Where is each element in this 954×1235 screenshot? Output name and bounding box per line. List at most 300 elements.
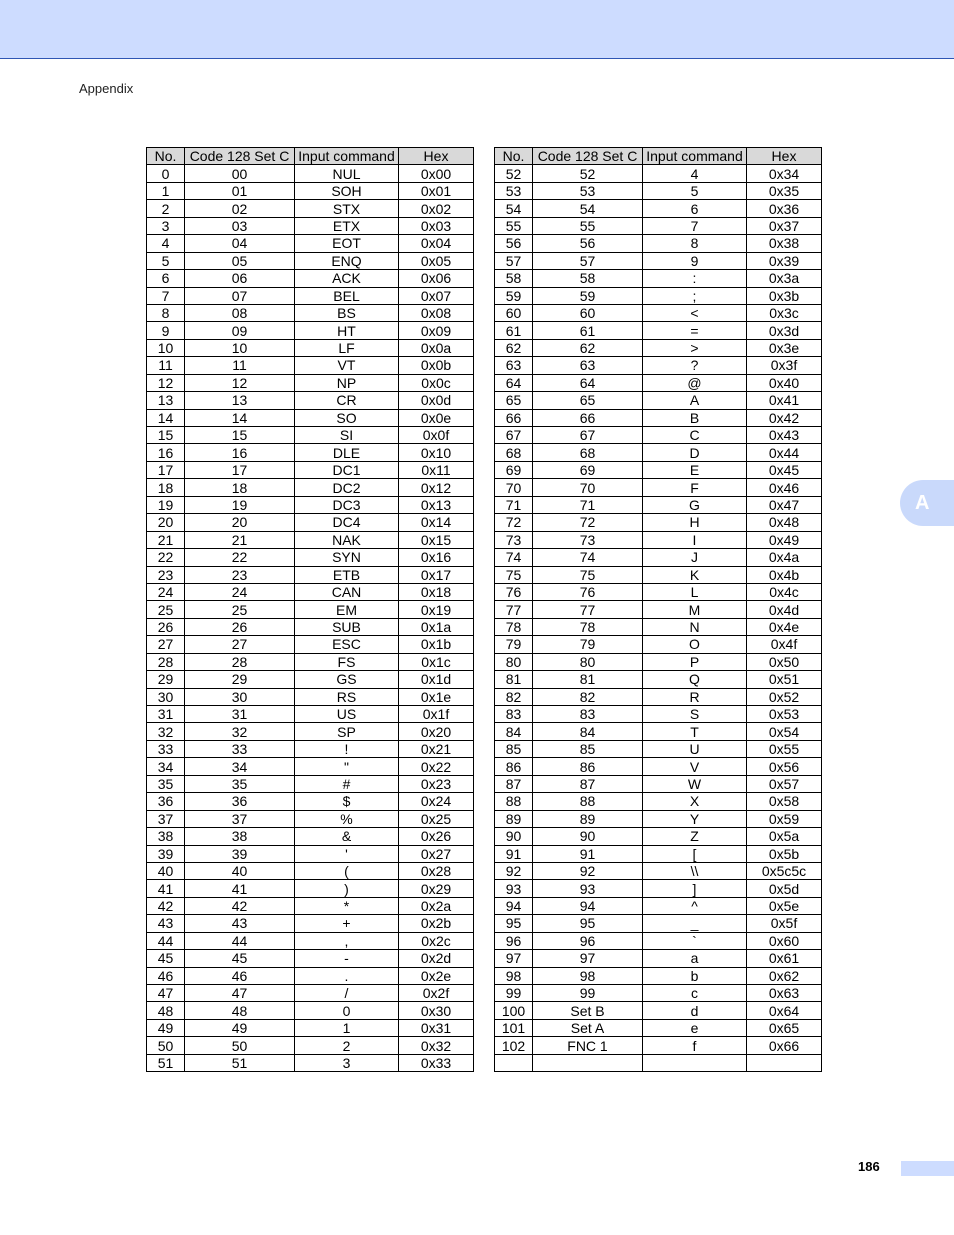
cell-no: 38 (147, 828, 185, 845)
cell-no: 45 (147, 950, 185, 967)
cell-code: 13 (185, 392, 295, 409)
cell-code: 52 (533, 165, 643, 182)
table-row (495, 845, 822, 862)
table-row (147, 740, 474, 757)
table-row (147, 583, 474, 600)
cell-no: 0 (147, 165, 185, 182)
cell-code: 75 (533, 566, 643, 583)
table-row (147, 618, 474, 635)
cell-code: 11 (185, 357, 295, 374)
cell-code: 05 (185, 252, 295, 269)
cell-hex: 0x17 (399, 566, 474, 583)
cell-hex: 0x43 (747, 427, 822, 444)
table-row (147, 566, 474, 583)
table-row (495, 915, 822, 932)
cell-no: 68 (495, 444, 533, 461)
cell-hex: 0x16 (399, 549, 474, 566)
cell-command: " (295, 758, 399, 775)
cell-hex: 0x37 (747, 217, 822, 234)
cell-code: 57 (533, 252, 643, 269)
appendix-side-tab (900, 480, 954, 526)
cell-command: b (643, 967, 747, 984)
table-row (147, 479, 474, 496)
cell-command: P (643, 653, 747, 670)
cell-hex: 0x34 (747, 165, 822, 182)
cell-code: 70 (533, 479, 643, 496)
cell-no: 87 (495, 775, 533, 792)
cell-code: 74 (533, 549, 643, 566)
cell-hex: 0x27 (399, 845, 474, 862)
table-row (495, 165, 822, 182)
cell-command: , (295, 932, 399, 949)
cell-no: 43 (147, 915, 185, 932)
cell-hex: 0x50 (747, 653, 822, 670)
cell-hex: 0x1e (399, 688, 474, 705)
table-row (495, 758, 822, 775)
cell-hex: 0x3e (747, 339, 822, 356)
cell-hex: 0x0f (399, 427, 474, 444)
cell-command: = (643, 322, 747, 339)
cell-no: 52 (495, 165, 533, 182)
cell-code: 36 (185, 793, 295, 810)
table-row (147, 688, 474, 705)
cell-command: C (643, 427, 747, 444)
table-row (495, 897, 822, 914)
cell-command: DC4 (295, 514, 399, 531)
cell-code: 45 (185, 950, 295, 967)
table-body (147, 165, 474, 1072)
cell-command: $ (295, 793, 399, 810)
cell-no: 94 (495, 897, 533, 914)
cell-command: U (643, 740, 747, 757)
cell-command: 5 (643, 182, 747, 199)
cell-hex: 0x3b (747, 287, 822, 304)
cell-no: 12 (147, 374, 185, 391)
cell-no: 73 (495, 531, 533, 548)
cell-code: 07 (185, 287, 295, 304)
cell-no: 26 (147, 618, 185, 635)
cell-no: 32 (147, 723, 185, 740)
cell-code: 48 (185, 1002, 295, 1019)
cell-hex: 0x5c5c (747, 862, 822, 879)
cell-command: CR (295, 392, 399, 409)
cell-no: 75 (495, 566, 533, 583)
cell-command: ^ (643, 897, 747, 914)
cell-hex: 0x2c (399, 932, 474, 949)
cell-code: Set B (533, 1002, 643, 1019)
table-row (147, 357, 474, 374)
cell-code: 46 (185, 967, 295, 984)
cell-no: 97 (495, 950, 533, 967)
cell-no: 72 (495, 514, 533, 531)
cell-command: LF (295, 339, 399, 356)
cell-no: 40 (147, 862, 185, 879)
cell-no: 13 (147, 392, 185, 409)
cell-command: 7 (643, 217, 747, 234)
table-row (147, 252, 474, 269)
cell-no: 81 (495, 671, 533, 688)
cell-code: 87 (533, 775, 643, 792)
cell-command: f (643, 1037, 747, 1054)
cell-hex: 0x57 (747, 775, 822, 792)
table-row (147, 392, 474, 409)
table-row (495, 1037, 822, 1054)
cell-hex: 0x1f (399, 706, 474, 723)
cell-code: Set A (533, 1019, 643, 1036)
cell-command: DLE (295, 444, 399, 461)
cell-code: 47 (185, 985, 295, 1002)
column-header-no: No. (495, 148, 533, 165)
cell-no: 9 (147, 322, 185, 339)
cell-command: BS (295, 304, 399, 321)
cell-command: 1 (295, 1019, 399, 1036)
cell-hex: 0x4f (747, 636, 822, 653)
table-row (147, 706, 474, 723)
cell-no: 37 (147, 810, 185, 827)
cell-code: 19 (185, 496, 295, 513)
table-row (147, 287, 474, 304)
table-row (495, 775, 822, 792)
cell-command: T (643, 723, 747, 740)
cell-hex: 0x59 (747, 810, 822, 827)
cell-no: 100 (495, 1002, 533, 1019)
cell-hex: 0x49 (747, 531, 822, 548)
cell-no: 65 (495, 392, 533, 409)
table-row (147, 270, 474, 287)
cell-command: 0 (295, 1002, 399, 1019)
cell-command: F (643, 479, 747, 496)
cell-hex: 0x3f (747, 357, 822, 374)
cell-hex: 0x36 (747, 200, 822, 217)
cell-command: R (643, 688, 747, 705)
cell-command: + (295, 915, 399, 932)
cell-command: N (643, 618, 747, 635)
cell-hex: 0x20 (399, 723, 474, 740)
cell-no: 2 (147, 200, 185, 217)
cell-code: 43 (185, 915, 295, 932)
cell-command: & (295, 828, 399, 845)
cell-hex: 0x05 (399, 252, 474, 269)
cell-hex: 0x26 (399, 828, 474, 845)
cell-code: 89 (533, 810, 643, 827)
cell-code: 92 (533, 862, 643, 879)
table-row (147, 636, 474, 653)
cell-no: 57 (495, 252, 533, 269)
cell-no: 14 (147, 409, 185, 426)
table-row (147, 967, 474, 984)
table-row (495, 828, 822, 845)
cell-command: ETX (295, 217, 399, 234)
column-header-command: Input command (295, 148, 399, 165)
cell-command: ; (643, 287, 747, 304)
cell-command: M (643, 601, 747, 618)
cell-command: NP (295, 374, 399, 391)
cell-hex: 0x3c (747, 304, 822, 321)
cell-command: D (643, 444, 747, 461)
cell-code: 78 (533, 618, 643, 635)
table-row (147, 461, 474, 478)
table-row (147, 531, 474, 548)
table-row (147, 897, 474, 914)
cell-no: 30 (147, 688, 185, 705)
cell-hex: 0x09 (399, 322, 474, 339)
cell-no: 51 (147, 1054, 185, 1071)
table-row (495, 444, 822, 461)
cell-code: 03 (185, 217, 295, 234)
cell-code: 35 (185, 775, 295, 792)
cell-hex: 0x1c (399, 653, 474, 670)
cell-hex: 0x55 (747, 740, 822, 757)
cell-no: 24 (147, 583, 185, 600)
cell-no: 101 (495, 1019, 533, 1036)
cell-code: 31 (185, 706, 295, 723)
cell-code: 80 (533, 653, 643, 670)
cell-code: 50 (185, 1037, 295, 1054)
cell-hex: 0x4c (747, 583, 822, 600)
cell-code: 63 (533, 357, 643, 374)
cell-code: 66 (533, 409, 643, 426)
cell-hex: 0x3a (747, 270, 822, 287)
table-header-row (147, 148, 474, 165)
cell-command: d (643, 1002, 747, 1019)
table-row (147, 775, 474, 792)
table-row (495, 1054, 822, 1071)
cell-hex: 0x32 (399, 1037, 474, 1054)
cell-no: 95 (495, 915, 533, 932)
cell-command: O (643, 636, 747, 653)
cell-command: NUL (295, 165, 399, 182)
cell-hex: 0x52 (747, 688, 822, 705)
cell-hex: 0x60 (747, 932, 822, 949)
cell-hex: 0x5a (747, 828, 822, 845)
cell-command: H (643, 514, 747, 531)
cell-code: 77 (533, 601, 643, 618)
cell-code: 16 (185, 444, 295, 461)
cell-code: 56 (533, 235, 643, 252)
cell-code: 00 (185, 165, 295, 182)
cell-no: 96 (495, 932, 533, 949)
cell-no: 6 (147, 270, 185, 287)
cell-hex: 0x54 (747, 723, 822, 740)
cell-hex: 0x06 (399, 270, 474, 287)
table-row (495, 810, 822, 827)
cell-code: 91 (533, 845, 643, 862)
cell-command: DC1 (295, 461, 399, 478)
cell-code: 64 (533, 374, 643, 391)
cell-command: % (295, 810, 399, 827)
cell-no: 77 (495, 601, 533, 618)
cell-hex: 0x00 (399, 165, 474, 182)
cell-hex: 0x18 (399, 583, 474, 600)
table-row (495, 270, 822, 287)
cell-hex: 0x1a (399, 618, 474, 635)
cell-code: 60 (533, 304, 643, 321)
cell-hex: 0x4b (747, 566, 822, 583)
cell-command: EM (295, 601, 399, 618)
cell-hex: 0x22 (399, 758, 474, 775)
cell-code (533, 1054, 643, 1071)
table-row (495, 932, 822, 949)
cell-command: W (643, 775, 747, 792)
cell-no: 74 (495, 549, 533, 566)
cell-no: 91 (495, 845, 533, 862)
cell-code: 04 (185, 235, 295, 252)
cell-no: 79 (495, 636, 533, 653)
section-label: Appendix (79, 81, 134, 96)
table-row (147, 1037, 474, 1054)
cell-hex: 0x19 (399, 601, 474, 618)
cell-no: 1 (147, 182, 185, 199)
table-row (147, 496, 474, 513)
cell-hex: 0x0b (399, 357, 474, 374)
cell-command: DC3 (295, 496, 399, 513)
cell-code: 15 (185, 427, 295, 444)
cell-code: 90 (533, 828, 643, 845)
table-row (495, 339, 822, 356)
cell-hex: 0x5b (747, 845, 822, 862)
cell-no: 4 (147, 235, 185, 252)
table-row (495, 304, 822, 321)
page-number-bar (901, 1161, 954, 1176)
cell-hex: 0x33 (399, 1054, 474, 1071)
cell-command: Y (643, 810, 747, 827)
cell-hex: 0x04 (399, 235, 474, 252)
cell-code: 86 (533, 758, 643, 775)
cell-hex: 0x5d (747, 880, 822, 897)
table-row (495, 461, 822, 478)
cell-hex: 0x0a (399, 339, 474, 356)
cell-command: J (643, 549, 747, 566)
table-row (495, 985, 822, 1002)
table-row (147, 601, 474, 618)
table-row (147, 514, 474, 531)
cell-no: 53 (495, 182, 533, 199)
cell-no: 20 (147, 514, 185, 531)
table-row (147, 671, 474, 688)
cell-code: FNC 1 (533, 1037, 643, 1054)
cell-code: 38 (185, 828, 295, 845)
cell-hex: 0x12 (399, 479, 474, 496)
cell-no: 66 (495, 409, 533, 426)
cell-command: K (643, 566, 747, 583)
table-row (147, 444, 474, 461)
cell-no: 46 (147, 967, 185, 984)
table-row (495, 549, 822, 566)
cell-code: 10 (185, 339, 295, 356)
cell-command: ENQ (295, 252, 399, 269)
table-row (495, 671, 822, 688)
cell-command: SI (295, 427, 399, 444)
table-row (495, 322, 822, 339)
cell-code: 51 (185, 1054, 295, 1071)
cell-code: 17 (185, 461, 295, 478)
cell-code: 01 (185, 182, 295, 199)
page-number: 186 (858, 1159, 880, 1174)
cell-code: 24 (185, 583, 295, 600)
column-header-code: Code 128 Set C (185, 148, 295, 165)
cell-no: 59 (495, 287, 533, 304)
table-row (147, 985, 474, 1002)
table-row (147, 374, 474, 391)
cell-hex: 0x11 (399, 461, 474, 478)
cell-hex: 0x5f (747, 915, 822, 932)
cell-code: 14 (185, 409, 295, 426)
cell-command: ` (643, 932, 747, 949)
table-row (495, 636, 822, 653)
cell-command: STX (295, 200, 399, 217)
table-row (495, 287, 822, 304)
table-row (147, 1054, 474, 1071)
cell-command: DC2 (295, 479, 399, 496)
cell-code: 71 (533, 496, 643, 513)
cell-command: FS (295, 653, 399, 670)
cell-hex: 0x1d (399, 671, 474, 688)
cell-hex: 0x21 (399, 740, 474, 757)
table-row (147, 1002, 474, 1019)
cell-hex: 0x0e (399, 409, 474, 426)
table-row (495, 235, 822, 252)
cell-command: S (643, 706, 747, 723)
table-row (147, 793, 474, 810)
cell-command: A (643, 392, 747, 409)
cell-hex: 0x2e (399, 967, 474, 984)
cell-command: ESC (295, 636, 399, 653)
cell-no: 98 (495, 967, 533, 984)
cell-no: 47 (147, 985, 185, 1002)
table-row (495, 1002, 822, 1019)
cell-code: 67 (533, 427, 643, 444)
cell-no: 28 (147, 653, 185, 670)
cell-hex: 0x56 (747, 758, 822, 775)
cell-command: ] (643, 880, 747, 897)
cell-command: - (295, 950, 399, 967)
cell-no: 63 (495, 357, 533, 374)
table-row (147, 339, 474, 356)
cell-no: 60 (495, 304, 533, 321)
cell-code: 26 (185, 618, 295, 635)
cell-no: 71 (495, 496, 533, 513)
table-row (495, 653, 822, 670)
cell-code: 73 (533, 531, 643, 548)
cell-code: 84 (533, 723, 643, 740)
cell-command: e (643, 1019, 747, 1036)
cell-command: 3 (295, 1054, 399, 1071)
cell-command: GS (295, 671, 399, 688)
cell-command: ) (295, 880, 399, 897)
cell-hex: 0x40 (747, 374, 822, 391)
cell-code: 72 (533, 514, 643, 531)
table-row (147, 304, 474, 321)
cell-code: 39 (185, 845, 295, 862)
cell-command: NAK (295, 531, 399, 548)
cell-hex: 0x58 (747, 793, 822, 810)
cell-code: 34 (185, 758, 295, 775)
table-row (147, 235, 474, 252)
cell-code: 65 (533, 392, 643, 409)
cell-no: 49 (147, 1019, 185, 1036)
table-row (495, 182, 822, 199)
cell-no: 48 (147, 1002, 185, 1019)
cell-no: 50 (147, 1037, 185, 1054)
cell-code: 85 (533, 740, 643, 757)
cell-hex: 0x66 (747, 1037, 822, 1054)
cell-hex (747, 1054, 822, 1071)
cell-code: 32 (185, 723, 295, 740)
cell-code: 22 (185, 549, 295, 566)
cell-code: 20 (185, 514, 295, 531)
cell-command: CAN (295, 583, 399, 600)
cell-hex: 0x2f (399, 985, 474, 1002)
